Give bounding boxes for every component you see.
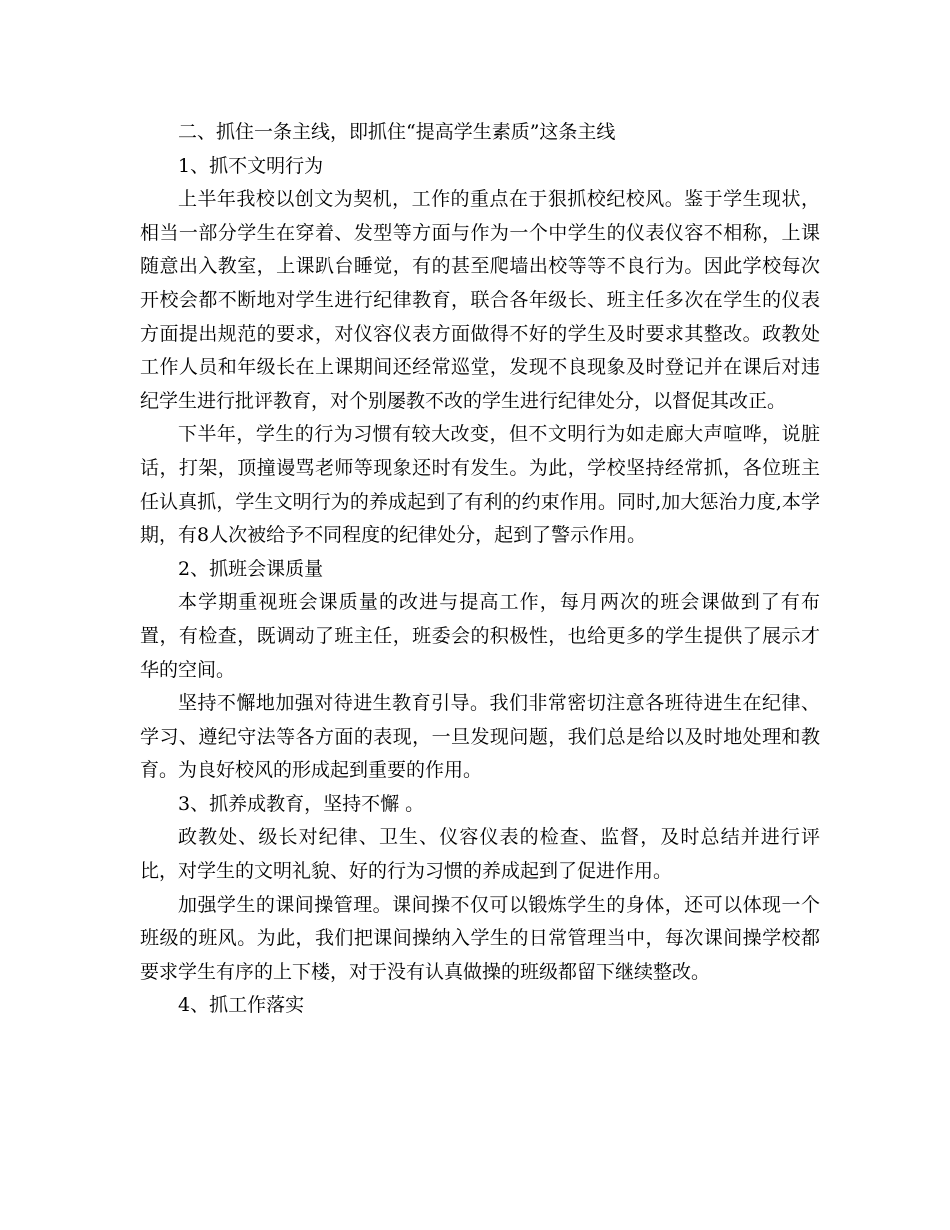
document-body <box>140 116 820 1023</box>
body-paragraph: 下半年，学生的行为习惯有较大改变，但不文明行为如走廊大声喧哗，说脏话，打架，顶撞谩骂老师等现象还时有发生。为此，学校坚持经常抓，各位班主任认真抓，学生文明行为的养成起到了有利的约束作用。同时,加大惩治力度,本学期，有8人次被给予不同程度的纪律处分，起到了警示作用。 <box>140 423 820 547</box>
subsection-heading: 3、抓养成教育，坚持不懈 。 <box>178 792 425 815</box>
body-paragraph: 加强学生的课间操管理。课间操不仅可以锻炼学生的身体，还可以体现一个班级的班风。为此，我们把课间操纳入学生的日常管理当中，每次课间操学校都要求学生有序的上下楼，对于没有认真做操的班级都留下继续整改。 <box>140 893 820 983</box>
subsection-heading: 4、抓工作落实 <box>178 994 305 1017</box>
subsection-heading: 1、抓不文明行为 <box>178 154 324 177</box>
section-heading: 二、抓住一条主线，即抓住“提高学生素质”这条主线 <box>178 121 616 143</box>
body-paragraph: 坚持不懈地加强对待进生教育引导。我们非常密切注意各班待进生在纪律、学习、遵纪守法等各方面的表现，一旦发现问题，我们总是给以及时地处理和教育。为良好校风的形成起到重要的作用。 <box>140 692 820 782</box>
subsection-heading: 2、抓班会课质量 <box>178 557 324 580</box>
body-paragraph: 上半年我校以创文为契机，工作的重点在于狠抓校纪校风。鉴于学生现状，相当一部分学生在穿着、发型等方面与作为一个中学生的仪表仪容不相称，上课随意出入教室，上课趴台睡觉，有的甚至爬墙出校等等不良行为。因此学校每次开校会都不断地对学生进行纪律教育，联合各年级长、班主任多次在学生的仪表方面提出规范的要求，对仪容仪表方面做得不好的学生及时要求其整改。政教处工作人员和年级长在上课期间还经常巡堂，发现不良现象及时登记并在课后对违纪学生进行批评教育，对个别屡教不改的学生进行纪律处分，以督促其改正。 <box>140 188 820 412</box>
body-paragraph: 本学期重视班会课质量的改进与提高工作，每月两次的班会课做到了有布置，有检查，既调动了班主任，班委会的积极性，也给更多的学生提供了展示才华的空间。 <box>140 591 820 681</box>
body-paragraph: 政教处、级长对纪律、卫生、仪容仪表的检查、监督，及时总结并进行评比，对学生的文明礼貌、好的行为习惯的养成起到了促进作用。 <box>140 826 820 883</box>
